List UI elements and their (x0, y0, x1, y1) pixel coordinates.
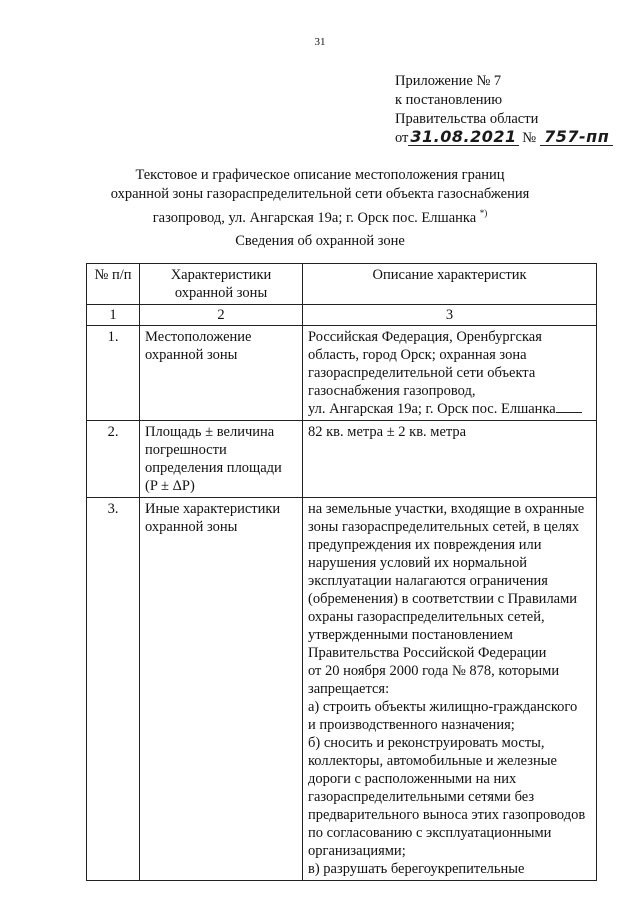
description-line: (обременения) в соответствии с Правилами (308, 591, 578, 607)
description-line: организациями; (308, 843, 406, 859)
row-description (303, 421, 597, 498)
table-row (87, 326, 597, 421)
description-line: газоснабжения газопровод, (308, 383, 476, 399)
section-subtitle: Сведения об охранной зоне (235, 233, 405, 249)
row-description (303, 498, 597, 881)
description-line: и производственного назначения; (308, 717, 515, 733)
table-row (87, 421, 597, 498)
table-index-row (87, 305, 597, 326)
header-characteristics: Характеристики охранной зоны (140, 264, 303, 305)
table-header-row (87, 264, 597, 305)
header-description: Описание характеристик (303, 264, 597, 305)
document-title (80, 166, 560, 228)
title-line-2: охранной зоны газораспределительной сети объекта газоснабжения (110, 186, 530, 202)
row-name: Местоположение охранной зоны (140, 326, 303, 421)
appendix-line-1: Приложение № 7 (395, 73, 502, 89)
description-line: нарушения условий их нормальной (308, 555, 528, 571)
description-line: Правительства Российской Федерации (308, 645, 547, 661)
table-row (87, 498, 597, 881)
row-name: Площадь ± величина погрешности определения площади (P ± ΔP) (140, 421, 303, 498)
title-line-3: газопровод, ул. Ангарская 19а; г. Орск пос. Елшанка *) (152, 208, 488, 226)
description-line: на земельные участки, входящие в охранные (308, 501, 585, 517)
row-number: 2. (87, 421, 140, 498)
handwritten-date: 31.08.2021 (410, 127, 517, 146)
index-cell: 1 (87, 305, 140, 326)
appendix-line-2: к постановлению (395, 92, 503, 108)
description-line: предварительного выноса этих газопроводов (308, 807, 586, 823)
page-number: 31 (314, 36, 326, 48)
handwritten-number: 757-пп (540, 129, 613, 146)
description-line: эксплуатации налагаются ограничения (308, 573, 548, 589)
description-line: ул. Ангарская 19а; г. Орск пос. Елшанка (308, 400, 591, 418)
appendix-block (395, 72, 613, 148)
description-line: по согласованию с эксплуатационными (308, 825, 552, 841)
title-line-1: Текстовое и графическое описание местоположения границ (135, 167, 505, 183)
row-number: 3. (87, 498, 140, 881)
description-line: 82 кв. метра ± 2 кв. метра (308, 424, 467, 440)
footnote-mark: *) (479, 208, 488, 218)
description-line: газораспределительной сети объекта (308, 365, 536, 381)
description-line: коллекторы, автомобильные и железные (308, 753, 557, 769)
appendix-line-3: Правительства области (395, 111, 539, 127)
description-line: предупреждения их повреждения или (308, 537, 542, 553)
number-sign: № (522, 130, 537, 146)
description-line: утвержденными постановлением (308, 627, 513, 643)
description-line: охраны газораспределительных сетей, (308, 609, 545, 625)
description-line: дороги с расположенными на них (308, 771, 517, 787)
description-line: б) сносить и реконструировать мосты, (308, 735, 545, 751)
row-name: Иные характеристики охранной зоны (140, 498, 303, 881)
index-cell: 2 (140, 305, 303, 326)
index-cell: 3 (303, 305, 597, 326)
from-prefix: от (395, 130, 409, 146)
description-line: зоны газораспределительных сетей, в целях (308, 519, 580, 535)
description-line: в) разрушать берегоукрепительные (308, 861, 525, 877)
description-line: Российская Федерация, Оренбургская (308, 329, 542, 345)
description-line: а) строить объекты жилищно-гражданского (308, 699, 578, 715)
description-line: область, город Орск; охранная зона (308, 347, 527, 363)
row-number: 1. (87, 326, 140, 421)
zone-table (86, 263, 597, 881)
header-number: № п/п (87, 264, 140, 305)
row-description (303, 326, 597, 421)
description-line: от 20 ноября 2000 года № 878, которыми (308, 663, 560, 679)
description-line: газораспределительными сетями без (308, 789, 535, 805)
resolution-date-line (395, 129, 613, 148)
description-line: запрещается: (308, 681, 390, 697)
